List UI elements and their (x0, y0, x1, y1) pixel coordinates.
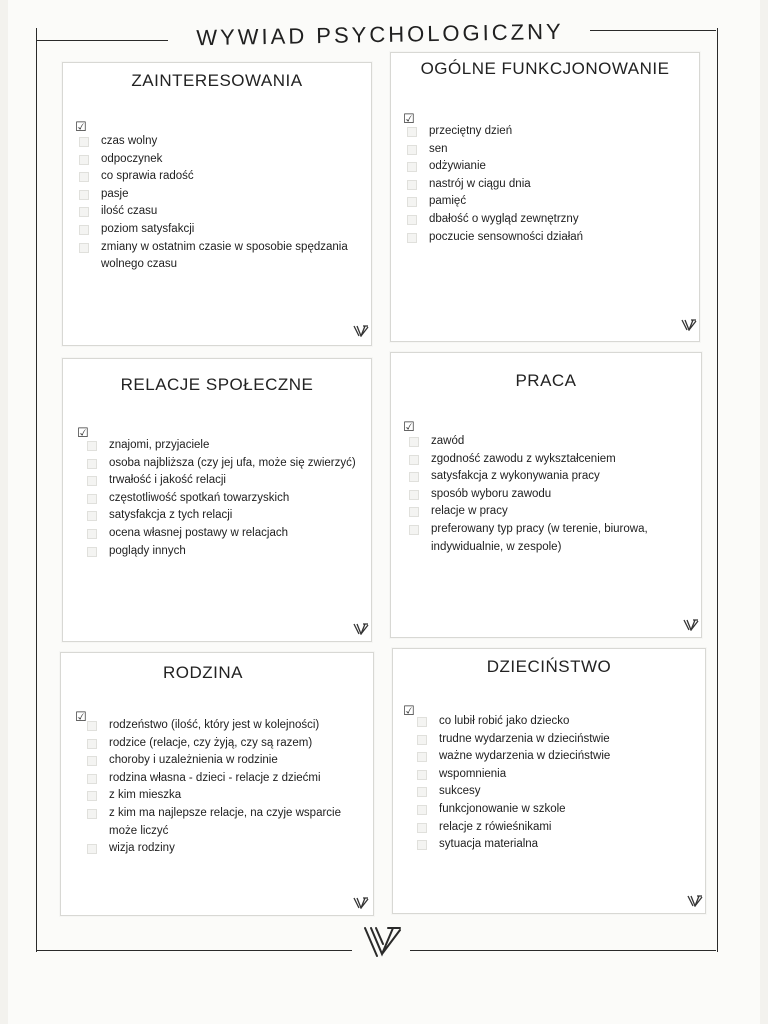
list-item: rodzice (relacje, czy żyją, czy są razem) (109, 735, 341, 753)
checkbox-icon[interactable] (417, 770, 427, 780)
list-item: wizja rodziny (109, 840, 341, 858)
checkbox-icon: ☑ (403, 703, 415, 718)
list-item: satysfakcja z wykonywania pracy (431, 468, 648, 486)
checkbox-icon[interactable] (407, 233, 417, 243)
list-item: osoba najbliższa (czy jej ufa, może się zwierzyć) (109, 455, 356, 473)
checkbox-icon[interactable] (409, 490, 419, 500)
list-item: z kim mieszka (109, 787, 341, 805)
checkbox-icon[interactable] (79, 155, 89, 165)
card-title: DZIECIŃSTWO (486, 657, 612, 676)
list-item: czas wolny (101, 133, 348, 151)
checkbox-icon[interactable] (87, 547, 97, 557)
list-item: odpoczynek (101, 151, 348, 169)
list-item: poczucie sensowności działań (429, 229, 583, 247)
checkbox-icon[interactable] (87, 756, 97, 766)
list-item: poglądy innych (109, 543, 356, 561)
list-item: funkcjonowanie w szkole (439, 801, 610, 819)
list-item: sukcesy (439, 783, 610, 801)
list-item: zawód (431, 433, 648, 451)
list-item: satysfakcja z tych relacji (109, 507, 356, 525)
item-list (439, 713, 610, 854)
checkbox-icon[interactable] (79, 137, 89, 147)
checkbox-icon[interactable] (87, 441, 97, 451)
card-dziecinstwo (392, 648, 706, 914)
list-item: co lubił robić jako dziecko (439, 713, 610, 731)
item-list (109, 437, 356, 560)
checkbox-icon[interactable] (87, 459, 97, 469)
card-zainteresowania (62, 62, 372, 346)
card-rodzina (60, 652, 374, 916)
checkbox-icon[interactable] (87, 844, 97, 854)
list-item: może liczyć (109, 824, 169, 837)
page-title: WYWIAD PSYCHOLOGICZNY (196, 18, 564, 51)
list-item: choroby i uzależnienia w rodzinie (109, 752, 341, 770)
card-title: OGÓLNE FUNKCJONOWANIE (420, 59, 670, 78)
list-item: sposób wyboru zawodu (431, 486, 648, 504)
brand-logo-icon (687, 895, 703, 907)
list-item: sytuacja materialna (439, 836, 610, 854)
list-item: dbałość o wygląd zewnętrzny (429, 211, 583, 229)
frame-line (410, 950, 716, 951)
brand-logo-icon (353, 897, 369, 909)
list-item: pamięć (429, 193, 583, 211)
checkbox-icon[interactable] (87, 739, 97, 749)
item-list (101, 133, 348, 274)
card-praca (390, 352, 702, 638)
checkbox-icon[interactable] (407, 162, 417, 172)
list-item: indywidualnie, w zespole) (431, 540, 562, 553)
checkbox-icon[interactable] (407, 180, 417, 190)
list-item: rodzina własna - dzieci - relacje z dziećmi (109, 770, 341, 788)
checkbox-icon[interactable] (79, 225, 89, 235)
checkbox-icon[interactable] (409, 472, 419, 482)
checkbox-icon[interactable] (87, 511, 97, 521)
checkbox-icon[interactable] (407, 127, 417, 137)
list-item: zgodność zawodu z wykształceniem (431, 451, 648, 469)
list-item: preferowany typ pracy (w terenie, biurowa, (431, 521, 648, 539)
brand-logo-icon (353, 325, 369, 337)
item-list (429, 123, 583, 246)
checkbox-icon: ☑ (75, 709, 87, 724)
checkbox-icon[interactable] (417, 717, 427, 727)
list-item: odżywianie (429, 158, 583, 176)
list-item: trudne wydarzenia w dzieciństwie (439, 731, 610, 749)
list-item: częstotliwość spotkań towarzyskich (109, 490, 356, 508)
checkbox-icon[interactable] (87, 476, 97, 486)
checkbox-icon[interactable] (79, 172, 89, 182)
list-item: wspomnienia (439, 766, 610, 784)
card-title: RELACJE SPOŁECZNE (120, 375, 314, 394)
checkbox-icon: ☑ (403, 111, 415, 126)
card-title: ZAINTERESOWANIA (131, 71, 303, 90)
card-relacje-spoleczne (62, 358, 372, 642)
checkbox-icon[interactable] (417, 735, 427, 745)
checkbox-icon[interactable] (87, 529, 97, 539)
card-ogolne-funkcjonowanie (390, 52, 700, 342)
checkbox-icon[interactable] (409, 525, 419, 535)
list-item: ocena własnej postawy w relacjach (109, 525, 356, 543)
list-item: ilość czasu (101, 203, 348, 221)
item-list (431, 433, 648, 556)
list-item: sen (429, 141, 583, 159)
list-item: przeciętny dzień (429, 123, 583, 141)
checkbox-icon[interactable] (87, 774, 97, 784)
list-item: nastrój w ciągu dnia (429, 176, 583, 194)
checkbox-icon[interactable] (407, 145, 417, 155)
checkbox-icon[interactable] (79, 207, 89, 217)
checkbox-icon[interactable] (417, 752, 427, 762)
list-item: co sprawia radość (101, 168, 348, 186)
list-item: relacje w pracy (431, 503, 648, 521)
checkbox-icon[interactable] (409, 437, 419, 447)
checkbox-icon: ☑ (77, 425, 89, 440)
checkbox-icon[interactable] (87, 494, 97, 504)
list-item: ważne wydarzenia w dzieciństwie (439, 748, 610, 766)
list-item: znajomi, przyjaciele (109, 437, 356, 455)
checkbox-icon[interactable] (417, 787, 427, 797)
card-title: PRACA (515, 371, 577, 390)
list-item: zmiany w ostatnim czasie w sposobie spędzania (101, 239, 348, 257)
list-item: pasje (101, 186, 348, 204)
list-item: wolnego czasu (101, 258, 178, 271)
item-list (109, 717, 341, 858)
checkbox-icon[interactable] (87, 809, 97, 819)
list-item: poziom satysfakcji (101, 221, 348, 239)
checkbox-icon[interactable] (417, 823, 427, 833)
list-item: trwałość i jakość relacji (109, 472, 356, 490)
list-item: z kim ma najlepsze relacje, na czyje wsparcie (109, 805, 341, 823)
checkbox-icon: ☑ (403, 419, 415, 434)
checkbox-icon[interactable] (87, 721, 97, 731)
list-item: rodzeństwo (ilość, który jest w kolejności) (109, 717, 341, 735)
checkbox-icon[interactable] (407, 215, 417, 225)
frame-line (36, 950, 352, 951)
checkbox-icon[interactable] (407, 197, 417, 207)
checkbox-icon[interactable] (87, 791, 97, 801)
checkbox-icon[interactable] (409, 507, 419, 517)
frame-line (590, 30, 716, 31)
checkbox-icon[interactable] (417, 805, 427, 815)
checkbox-icon[interactable] (409, 455, 419, 465)
frame-line (36, 40, 168, 41)
checkbox-icon[interactable] (417, 840, 427, 850)
list-item: relacje z rówieśnikami (439, 819, 610, 837)
brand-logo-icon (681, 319, 697, 331)
brand-logo-icon (353, 623, 369, 635)
checkbox-icon: ☑ (75, 119, 87, 134)
brand-logo-icon (683, 619, 699, 631)
checkbox-icon[interactable] (79, 190, 89, 200)
card-title: RODZINA (163, 663, 243, 682)
checkbox-icon[interactable] (79, 243, 89, 253)
brand-logo-icon (362, 924, 402, 960)
